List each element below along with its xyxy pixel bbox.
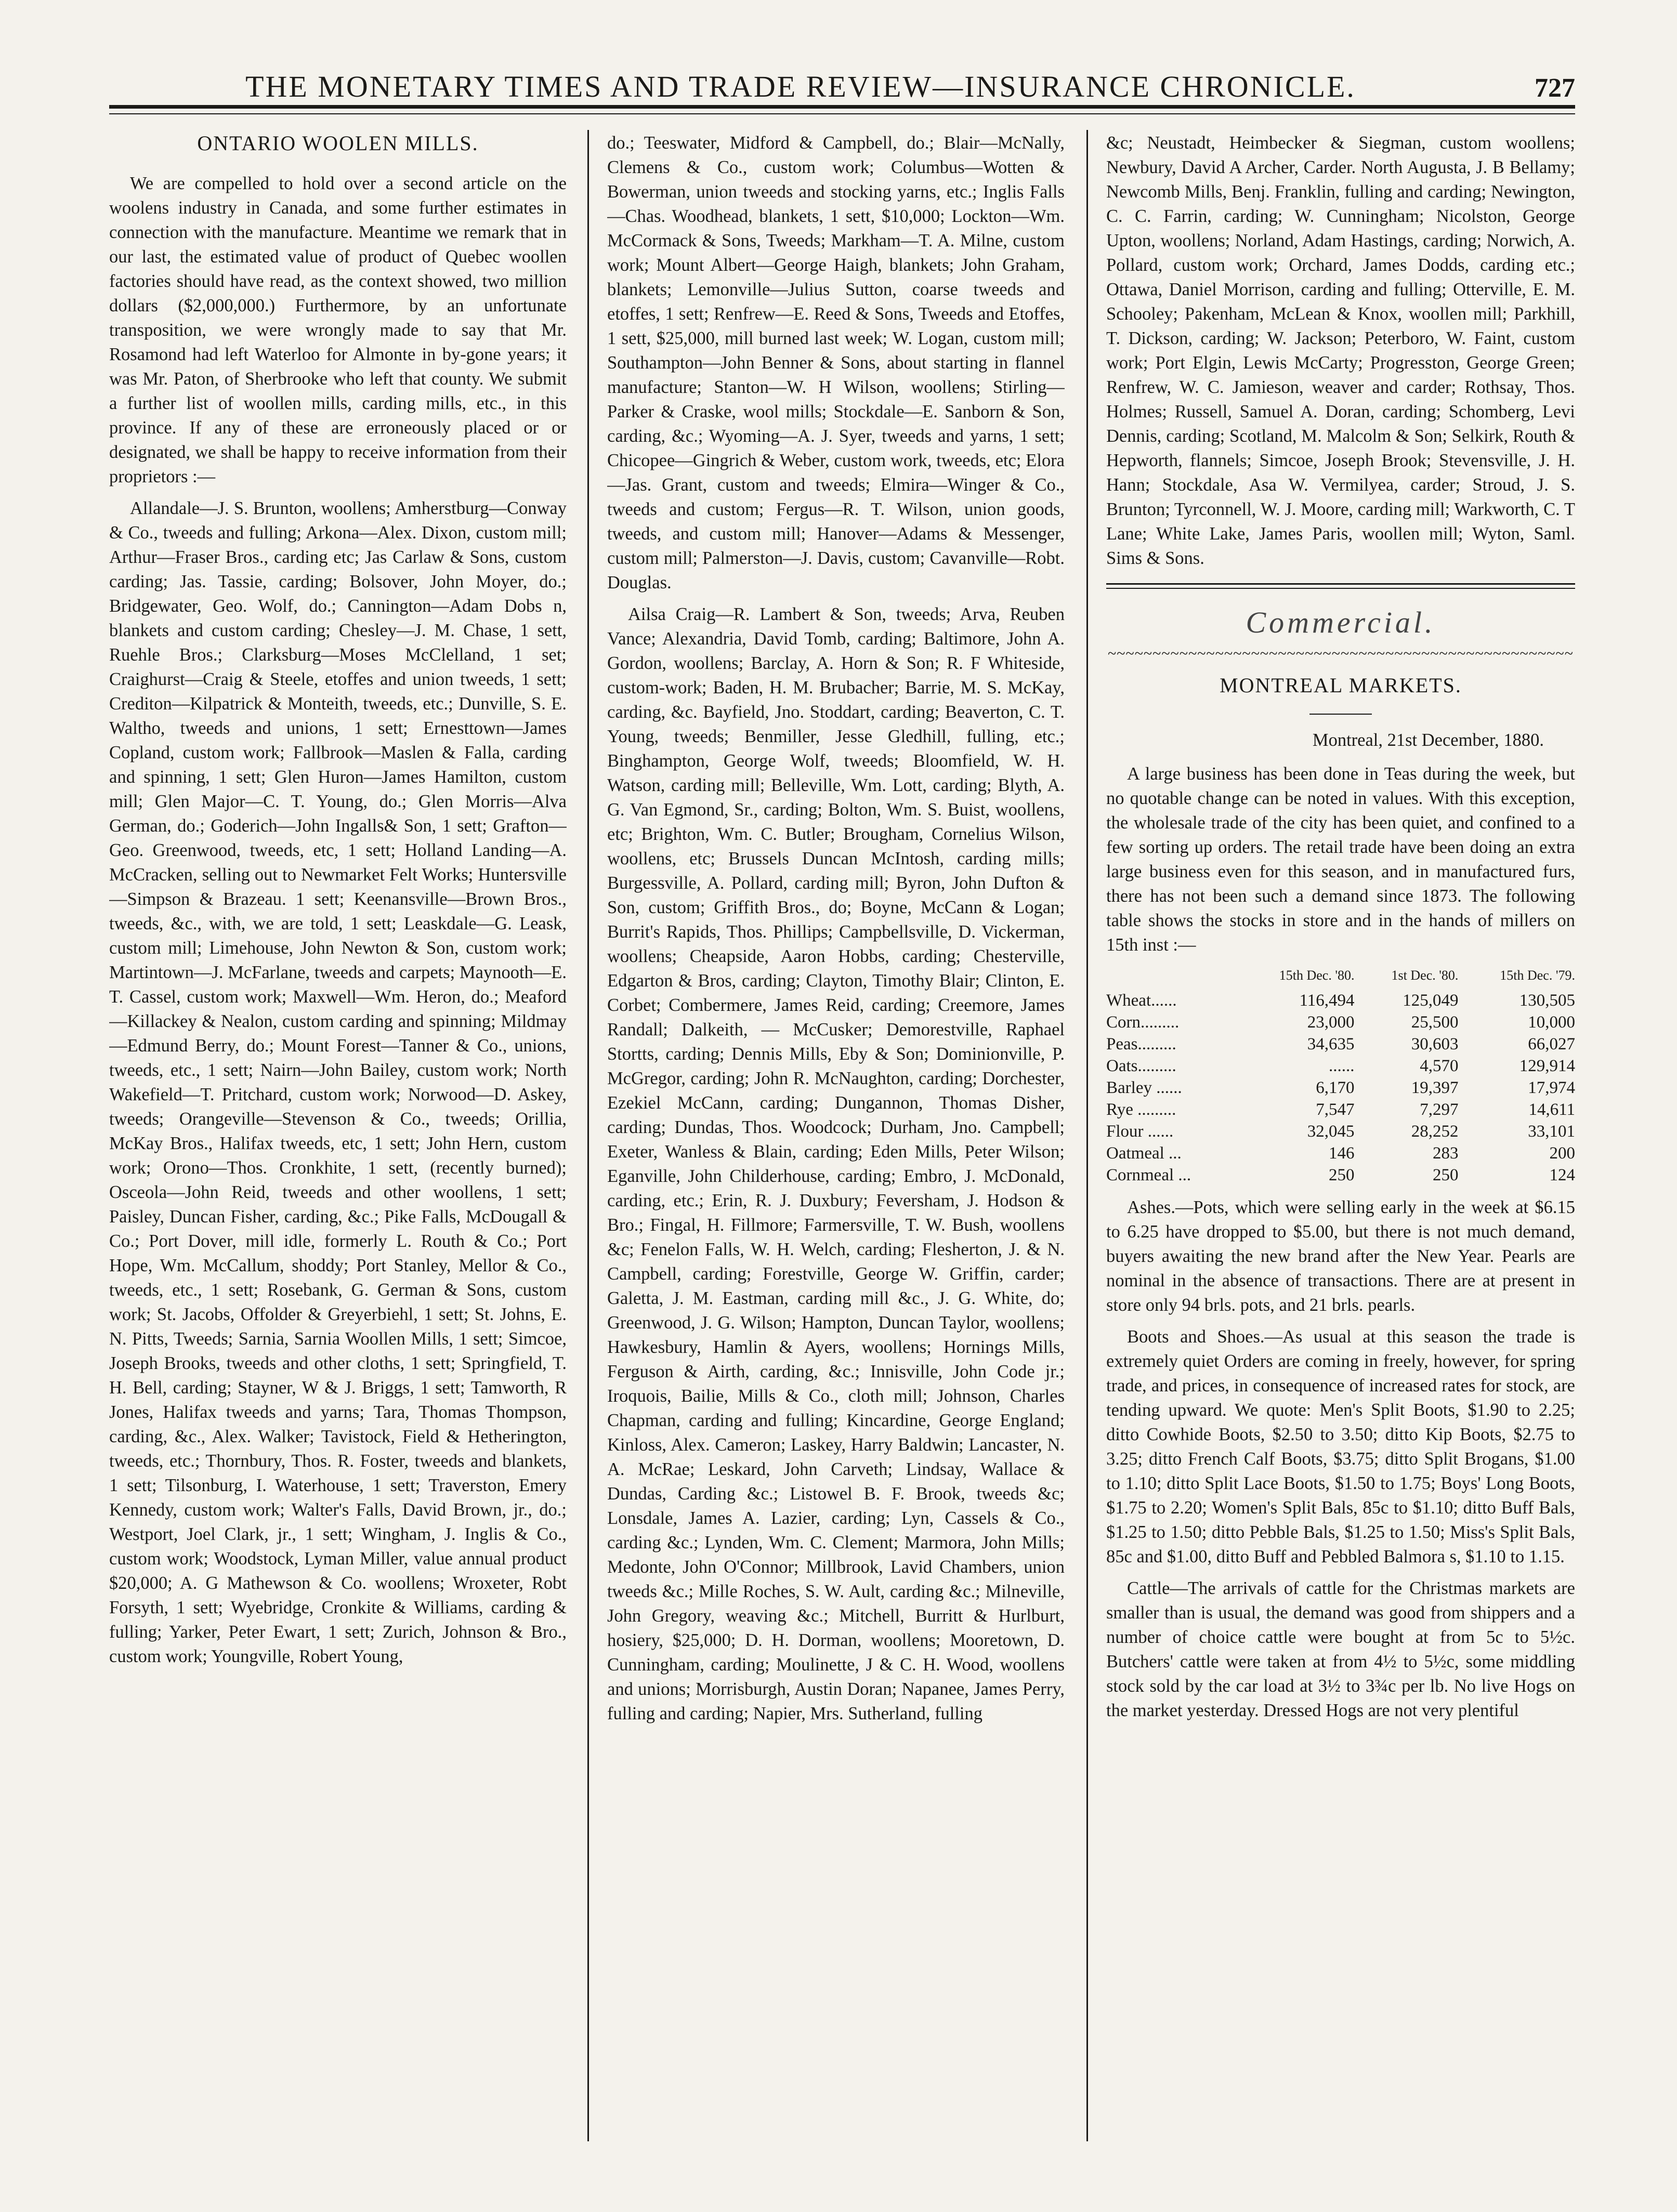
table-row: [1106, 1121, 1575, 1142]
table-cell: 250: [1432, 1166, 1459, 1184]
table-cell: Peas.........: [1106, 1035, 1176, 1054]
table-row: [1106, 1011, 1575, 1033]
table-cell: 6,170: [1316, 1078, 1355, 1097]
table-cell: 25,500: [1411, 1013, 1459, 1032]
table-cell: Barley ......: [1106, 1078, 1182, 1097]
table-header-cell: 15th Dec. '79.: [1500, 968, 1575, 983]
table-row: [1106, 1055, 1575, 1077]
table-header-row: [1106, 965, 1575, 990]
header-rule-thin: [109, 113, 1575, 114]
table-row: [1106, 990, 1575, 1011]
table-cell: Oats.........: [1106, 1057, 1176, 1075]
table-cell: 30,603: [1411, 1035, 1459, 1054]
table-header-cell: [1106, 965, 1238, 990]
ashes-report: Ashes.—Pots, which were selling early in the week at $6.15 to 6.25 have dropped to $5.00, but there is not much demand, buyers awaiting the new brand after the New Year. Pearls are nominal in the absence of transactions. There are at present in store only 94 brls. pots, and 21 brls. pearls.: [1106, 1197, 1575, 1315]
dateline: Montreal, 21st December, 1880.: [1312, 730, 1544, 750]
table-cell: 4,570: [1420, 1057, 1459, 1075]
mill-list-continued: do.; Teeswater, Midford & Campbell, do.; Blair—McNally, Clemens & Co., custom work; Columbus—Wotten & Bowerman, union tweeds and stocking yarns, etc.; Inglis Falls—Chas. Woodhead, blankets, 1 sett, $10,000; Lockton—Wm. McCormack & Sons, Tweeds; Markham—T. A. Milne, custom work; Mount Albert—George Haigh, blankets; John Graham, blankets; Lemonville—Julius Sutton, coarse tweeds and etoffes, 1 sett; Renfrew—E. Reed & Sons, Tweeds and Etoffes, 1 sett, $25,000, mill burned last week; W. Logan, custom mill; Southampton—John Benner & Sons, about starting in flannel manufacture; Stanton—W. H Wilson, woollens; Stirling—Parker & Craske, wool mills; Stockdale—E. Sanborn & Son, carding, &c.; Wyoming—A. J. Syer, tweeds and yarns, 1 sett; Chicopee—Gingrich & Weber, custom work, tweeds, etc; Elora—Jas. Grant, custom and tweeds; Elmira—Winger & Co., tweeds and custom; Fergus—R. T. Wilson, union goods, tweeds, and custom mill; Hanover—Adams & Messenger, custom mill; Palmerston—J. Davis, custom; Cavanville—Robt. Douglas.: [607, 133, 1065, 592]
boots-report: Boots and Shoes.—As usual at this season the trade is extremely quiet Orders are coming in freely, however, for spring trade, and prices, in consequence of increased rates for stock, are tending upward. We quote: Men's Split Boots, $1.90 to 2.25; ditto Cowhide Boots, $2.50 to 3.50; ditto Kip Boots, $2.75 to 3.25; ditto French Calf Boots, $3.75; ditto Split Brogans, $1.00 to 1.10; ditto Split Lace Boots, $1.50 to 1.75; Boys' Long Boots, $1.75 to 2.20; Women's Split Bals, 85c to $1.10; ditto Buff Bals, $1.25 to 1.50; ditto Pebble Bals, $1.25 to 1.50; Miss's Split Bals, 85c and $1.00, ditto Buff and Pebbled Balmora s, $1.10 to 1.15.: [1106, 1327, 1575, 1566]
table-cell: 32,045: [1307, 1122, 1355, 1141]
table-cell: 124: [1549, 1166, 1575, 1184]
table-cell: Flour ......: [1106, 1122, 1174, 1141]
article-heading: ONTARIO WOOLEN MILLS.: [197, 131, 479, 155]
table-cell: 66,027: [1528, 1035, 1575, 1054]
table-cell: Oatmeal ...: [1106, 1144, 1182, 1163]
table-row: [1106, 1033, 1575, 1055]
table-cell: Corn.........: [1106, 1013, 1180, 1032]
mill-list-end: &c; Neustadt, Heimbecker & Siegman, custom woollens; Newbury, David A Archer, Carder. North Augusta, J. B Bellamy; Newcomb Mills, Benj. Franklin, fulling and carding; Newington, C. C. Farrin, carding; W. Cunningham; Nicolston, George Upton, woollens; Norland, Adam Hastings, carding; Norwich, A. Pollard, custom work; Orchard, James Dodds, carding etc.; Ottawa, Daniel Morrison, carding and fulling; Otterville, E. M. Schooley; Pakenham, McLean & Knox, woollen mill; Parkhill, T. Dickson, carding; W. Jackson; Peterboro, W. Faint, custom work; Port Elgin, Lewis McCarty; Progresston, George Green; Renfrew, W. C. Jamieson, weaver and carder; Rothsay, Thos. Holmes; Russell, Samuel A. Doran, carding; Schomberg, Levi Dennis, carding; Scotland, M. Malcolm & Son; Selkirk, Routh & Hepworth, flannels; Simcoe, Joseph Brook; Stevensville, J. H. Hann; Stockdale, Asa W. Vermilyea, carder; Stroud, J. S. Brunton; Tyrconnell, W. J. Moore, carding mill; Warkworth, C. T Lane; White Lake, James Paris, woollen mill; Wyton, Saml. Sims & Sons.: [1106, 133, 1575, 568]
table-cell: 33,101: [1528, 1122, 1575, 1141]
mill-list-second: Ailsa Craig—R. Lambert & Son, tweeds; Arva, Reuben Vance; Alexandria, David Tomb, carding; Baltimore, John A. Gordon, woollens; Barclay, A. Horn & Son; R. F Whiteside, custom-work; Baden, H. M. Brubacher; Barrie, M. S. McKay, carding, &c. Bayfield, Jno. Stoddart, carding; Beaverton, C. T. Young, tweeds; Benmiller, Jesse Gledhill, fulling, etc.; Binghampton, George Wolf, tweeds; Bloomfield, W. H. Watson, carding mill; Belleville, Wm. Lott, carding; Blyth, A. G. Van Egmond, Sr., carding; Bolton, Wm. S. Buist, woollens, etc; Brighton, Wm. C. Butler; Brougham, Cornelius Wilson, woollens, etc; Brussels Duncan McIntosh, carding mills; Burgessville, A. Pollard, carding mill; Byron, John Dufton & Son, custom; Griffith Bros., do; Boyne, McCann & Logan; Burrit's Rapids, Thos. Phillips; Campbellsville, D. Vickerman, woollens; Cheapside, Aaron Hobbs, carding; Chesterville, Edgarton & Bros, carding; Clayton, Timothy Blair; Clinton, E. Corbet; Combermere, James Reid, carding; Creemore, James Randall; Dalkeith, — McCusker; Demorestville, Raphael Stortts, carding; Dennis Mills, Eby & Son; Dominionville, P. McGregor, carding; John R. McNaughton, carding; Dorchester, Ezekiel McCann, carding; Dungannon, Thomas Disher, carding; Dundas, Thos. Woodcock; Durham, Jno. Campbell; Exeter, Wanless & Blain, carding; Eden Mills, Peter Wilson; Eganville, John Childerhouse, carding; Embro, J. McDonald, carding, etc.; Erin, R. J. Duxbury; Feversham, J. Hodson & Bro.; Fingal, H. Fillmore; Farmersville, T. W. Bush, woollens &c; Fenelon Falls, W. H. Welch, carding; Flesherton, J. & N. Campbell, carding; Forestville, George W. Griffin, carder; Galetta, J. M. Eastman, carding mill &c., J. G. White, do; Greenwood, J. G. Wilson; Hampton, Duncan Taylor, woollens; Hawkesbury, Hamlin & Ayers, woollens; Hornings Mills, Ferguson & Airth, carding, &c.; Innisville, John Code jr.; Iroquois, Bailie, Mills & Co., cloth mill; Johnson, Charles Chapman, carding and fulling; Kincardine, George England; Kinloss, Alex. Cameron; Laskey, Harry Baldwin; Lancaster, N. A. McRae; Leskard, John Carveth; Lindsay, Wallace & Dundas, Carding &c.; Listowel B. F. Brook, tweeds &c; Lonsdale, James A. Lazier, carding; Lyn, Cassels & Co., carding &c.; Lynden, Wm. C. Clement; Marmora, John Mills; Medonte, John O'Connor; Millbrook, Lavid Chambers, union tweeds &c.; Mille Roches, S. W. Ault, carding &c.; Milneville, John Gregory, weaving &c.; Mitchell, Burritt & Hurlburt, hosiery, $25,000; D. H. Dorman, woollens; Mooretown, D. Cunningham, carding; Moulinette, J & C. H. Wood, woollens and unions; Morrisburgh, Austin Doran; Napanee, James Perry, fulling and carding; Napier, Mrs. Sutherland, fulling: [607, 604, 1065, 1723]
table-cell: 129,914: [1519, 1057, 1575, 1075]
ornamental-rule: ~~~~~~~~~~~~~~~~~~~~~~~~~~~~~~~~~~~~~~~~~~~~~~~~~~~~: [1108, 645, 1574, 662]
stocks-table: [1106, 965, 1575, 1186]
page-title: THE MONETARY TIMES AND TRADE REVIEW—INSURANCE CHRONICLE.: [245, 70, 1356, 103]
table-cell: 130,505: [1519, 991, 1575, 1010]
table-cell: 125,049: [1403, 991, 1459, 1010]
table-cell: 116,494: [1299, 991, 1355, 1010]
market-report: A large business has been done in Teas during the week, but no quotable change can be noted in values. With this exception, the wholesale trade of the city has been quiet, and confined to a few sorting up orders. The retail trade have been doing an extra large business even for this season, and in manufactured furs, there has not been such a demand since 1873. The following table shows the stocks in store and in the hands of millers on 15th inst :—: [1106, 764, 1575, 955]
table-cell: 14,611: [1528, 1100, 1575, 1119]
table-cell: Rye .........: [1106, 1100, 1176, 1119]
table-row: [1106, 1099, 1575, 1121]
article-intro: We are compelled to hold over a second article on the woolens industry in Canada, and some further estimates in connection with the manufacture. Meantime we remark that in our last, the estimated value of product of Quebec woollen factories should have read, as the context showed, two million dollars ($2,000,000.) Furthermore, by an unfortunate transposition, we were wrongly made to say that Mr. Rosamond had left Waterloo for Almonte in by-gone years; it was Mr. Paton, of Sherbrooke who left that county. We submit a further list of woollen mills, carding mills, etc., in this province. If any of these are erroneously placed or or designated, we shall be happy to receive information from their proprietors :—: [109, 174, 567, 486]
table-row: [1106, 1077, 1575, 1099]
table-row: [1106, 1164, 1575, 1186]
page-number: 727: [1535, 73, 1575, 103]
section-separator: [1106, 583, 1575, 589]
table-cell: 283: [1432, 1144, 1459, 1163]
table-header-cell: 1st Dec. '80.: [1391, 968, 1459, 983]
table-cell: Wheat......: [1106, 991, 1177, 1010]
heading-rule: [1309, 714, 1372, 715]
table-cell: 34,635: [1307, 1035, 1355, 1054]
column-3: [1106, 131, 1575, 2142]
table-cell: ......: [1329, 1057, 1355, 1075]
column-2: [607, 131, 1065, 2142]
commercial-masthead: Commercial.: [1246, 605, 1436, 639]
page-header: [109, 21, 1575, 103]
mill-list: Allandale—J. S. Brunton, woollens; Amherstburg—Conway & Co., tweeds and fulling; Arkona—Alex. Dixon, custom mill; Arthur—Fraser Bros., carding etc; Jas Carlaw & Sons, custom carding; Jas. Tassie, carding; Bolsover, John Moyer, do.; Bridgewater, Geo. Wolf, do.; Cannington—Adam Dobs n, blankets and custom carding; Chesley—J. M. Chase, 1 sett, Ruehle Bros.; Clarksburg—Moses McClelland, 1 set; Craighurst—Craig & Steele, etoffes and union tweeds, 1 sett; Crediton—Kilpatrick & Monteith, tweeds, etc.; Dunville, S. E. Waltho, tweeds and unions, 1 sett; Ernesttown—James Copland, custom work; Fallbrook—Maslen & Falla, carding and spinning, 1 sett; Glen Huron—James Hamilton, custom mill; Glen Major—C. T. Young, do.; Glen Morris—Alva German, do.; Goderich—John Ingalls& Son, 1 sett; Grafton—Geo. Greenwood, tweeds, etc, 1 sett; Holland Landing—A. McCracken, selling out to Newmarket Felt Works; Huntersville—Simpson & Brazeau. 1 sett; Keenansville—Brown Bros., tweeds, &c., with, we are told, 1 sett; Leaskdale—G. Leask, custom mill; Limehouse, John Newton & Son, custom work; Martintown—J. McFarlane, tweeds and carpets; Maynooth—E. T. Cassel, custom work; Maxwell—Wm. Heron, do.; Meaford—Killackey & Nealon, custom carding and spinning; Mildmay—Edmund Berry, do.; Mount Forest—Tanner & Co., unions, tweeds, etc., 1 sett; Nairn—John Bailey, custom work; North Wakefield—T. Pritchard, custom work; Norwood—D. Askey, tweeds; Orangeville—Stevenson & Co., tweeds; Orillia, McKay Bros., Halifax tweeds, etc, 1 sett; John Hern, custom work; Orono—Thos. Cronkhite, 1 sett, (recently burned); Osceola—John Reid, tweeds and other woollens, 1 sett; Paisley, Duncan Fisher, carding, &c.; Pike Falls, McDougall & Co.; Port Dover, mill idle, formerly L. Routh & Co.; Port Hope, Wm. McCallum, shoddy; Port Stanley, Mellor & Co., tweeds, etc., 1 sett; Rosebank, G. German & Sons, custom work; St. Jacobs, Offolder & Greyerbiehl, 1 sett; St. Johns, E. N. Pitts, Tweeds; Sarnia, Sarnia Woollen Mills, 1 sett; Simcoe, Joseph Brooks, tweeds and other cloths, 1 sett; Springfield, T. H. Bell, carding; Stayner, W & J. Briggs, 1 sett; Tamworth, R Jones, Halifax tweeds and yarns; Tara, Thomas Thompson, carding, &c., Alex. Walker; Tavistock, Field & Hetherington, tweeds, etc.; Thornbury, Thos. R. Foster, tweeds and blankets, 1 sett; Tilsonburg, I. Waterhouse, 1 sett; Traverston, Emery Kennedy, custom work; Walter's Falls, David Brown, jr., do.; Westport, Joel Clark, jr., 1 sett; Wingham, J. Inglis & Co., custom work; Woodstock, Lyman Miller, value annual product $20,000; A. G Mathewson & Co. woollens; Wroxeter, Robt Forsyth, 1 sett; Wyebridge, Cronkite & Williams, carding & fulling; Yarker, Peter Ewart, 1 sett; Zurich, Johnson & Bro., custom work; Youngville, Robert Young,: [109, 498, 567, 1666]
column-divider: [1086, 130, 1088, 2141]
table-cell: Cornmeal ...: [1106, 1166, 1191, 1184]
table-cell: 200: [1549, 1144, 1575, 1163]
table-cell: 146: [1329, 1144, 1355, 1163]
table-cell: 7,547: [1316, 1100, 1355, 1119]
column-1: [109, 131, 567, 2142]
market-heading: MONTREAL MARKETS.: [1220, 674, 1462, 697]
table-cell: 7,297: [1420, 1100, 1459, 1119]
table-cell: 250: [1329, 1166, 1355, 1184]
table-cell: 19,397: [1411, 1078, 1459, 1097]
table-cell: 10,000: [1528, 1013, 1575, 1032]
column-divider: [587, 130, 589, 2141]
table-row: [1106, 1142, 1575, 1164]
table-cell: 23,000: [1307, 1013, 1355, 1032]
cattle-report: Cattle—The arrivals of cattle for the Christmas markets are smaller than is usual, the demand was good from shippers and a number of choice cattle were bought at from 5c to 5½c. Butchers' cattle were taken at from 4½ to 5½c, some middling stock sold by the car load at 3½ to 3¾c per lb. No live Hogs on the market yesterday. Dressed Hogs are not very plentiful: [1106, 1578, 1575, 1720]
table-header-cell: 15th Dec. '80.: [1279, 968, 1355, 983]
header-rule-thick: [109, 105, 1575, 109]
table-cell: 17,974: [1528, 1078, 1575, 1097]
table-cell: 28,252: [1411, 1122, 1459, 1141]
